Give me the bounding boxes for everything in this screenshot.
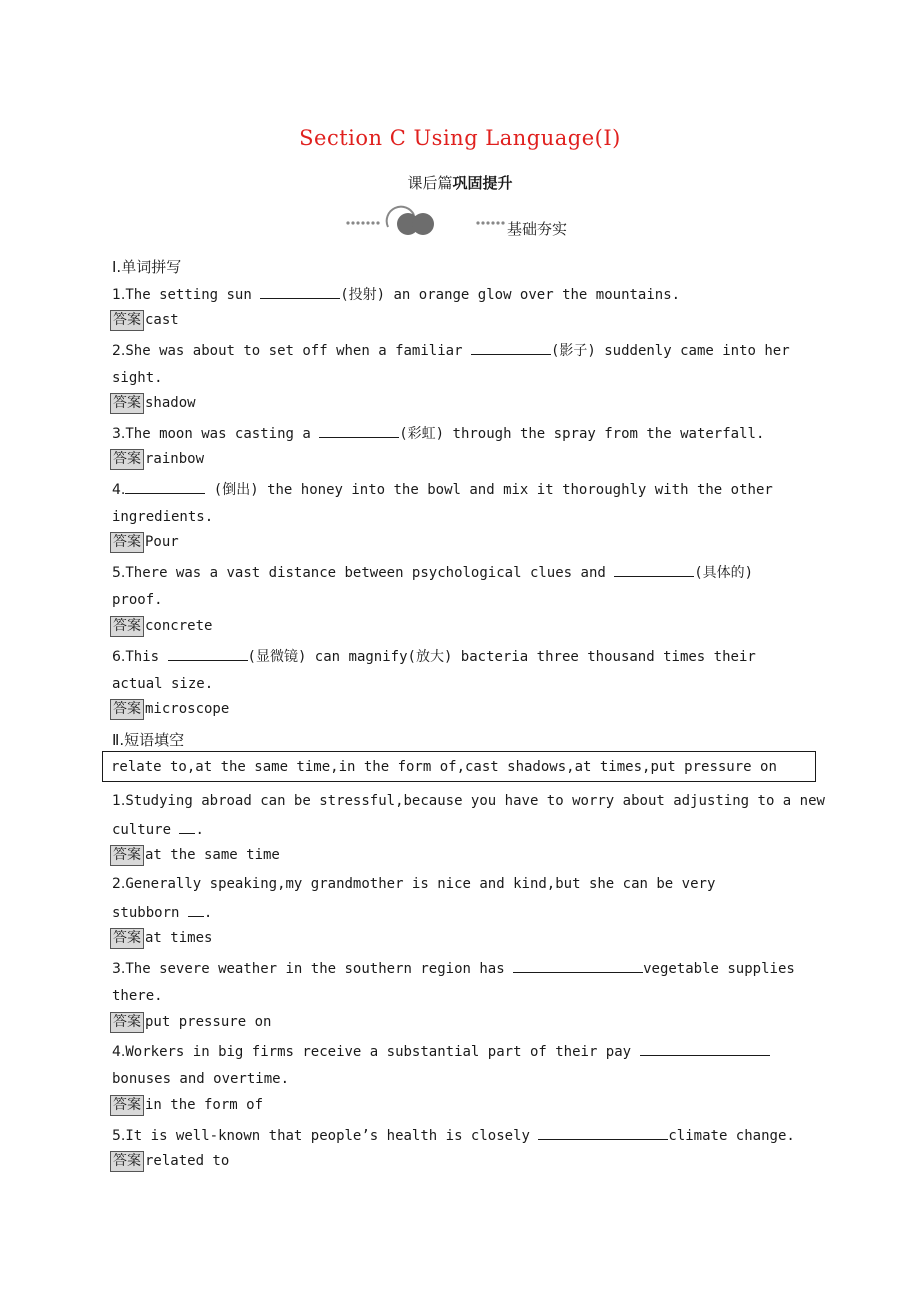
s1-q6-line2: actual size. <box>112 676 214 692</box>
s2-q2-answer <box>110 927 212 949</box>
subtitle-bold: 巩固提升 <box>452 174 513 192</box>
question-text: She was about to set off when a familiar <box>125 343 471 359</box>
page-title: Section C Using Language(Ⅰ) <box>299 126 621 150</box>
section1-heading: Ⅰ.单词拼写 <box>112 258 182 276</box>
question-text: climate change. <box>668 1128 795 1144</box>
answer-blank <box>538 1126 668 1140</box>
question-text: The moon was casting a <box>125 426 320 442</box>
answer-text: shadow <box>145 395 196 411</box>
s2-q5-line1 <box>112 1126 795 1145</box>
answer-blank <box>179 820 195 834</box>
answer-blank <box>260 285 340 299</box>
question-text: The severe weather in the southern region has <box>125 961 514 977</box>
answer-text: at times <box>145 930 213 946</box>
question-text: (彩虹) through the spray from the waterfall. <box>399 426 765 442</box>
phrase-bank-box <box>102 751 816 782</box>
question-text: (显微镜) can magnify(放大) bacteria three thousand times their <box>247 649 756 665</box>
section2-heading: Ⅱ.短语填空 <box>112 731 185 749</box>
s1-q2-line2: sight. <box>112 370 163 386</box>
question-text: Workers in big firms receive a substantial part of their pay <box>125 1044 640 1060</box>
question-number: 3. <box>112 426 126 442</box>
question-number: 5. <box>112 1128 126 1144</box>
answer-tag: 答案 <box>110 1095 144 1116</box>
answer-tag: 答案 <box>110 845 144 866</box>
question-number: 3. <box>112 961 126 977</box>
answer-blank <box>614 563 694 577</box>
question-number: 4. <box>112 1044 126 1060</box>
s2-q3-line2: there. <box>112 988 163 1004</box>
question-number: 5. <box>112 565 126 581</box>
s2-q5-answer <box>110 1150 229 1172</box>
s2-q3-answer <box>110 1011 271 1033</box>
s2-q1-line1 <box>112 792 825 810</box>
s1-q1-answer <box>110 309 179 331</box>
answer-tag: 答案 <box>110 310 144 331</box>
s1-q1-line1 <box>112 285 680 304</box>
question-text: Generally speaking,my grandmother is nice and kind,but she can be very <box>125 876 716 892</box>
s1-q2-answer <box>110 392 196 414</box>
s1-q4-line2: ingredients. <box>112 509 214 525</box>
question-text: (具体的) <box>694 565 754 581</box>
question-text: . <box>195 822 204 838</box>
answer-tag: 答案 <box>110 699 144 720</box>
s2-q4-answer <box>110 1094 263 1116</box>
answer-text: cast <box>145 312 179 328</box>
answer-text: put pressure on <box>145 1014 272 1030</box>
s1-q5-line1 <box>112 563 753 582</box>
question-text: (影子) suddenly came into her <box>550 343 790 359</box>
question-text: (倒出) the honey into the bowl and mix it thoroughly with the other <box>205 482 773 498</box>
s2-q3-line1 <box>112 959 795 978</box>
question-number: 1. <box>112 793 126 809</box>
answer-blank <box>471 341 551 355</box>
answer-text: rainbow <box>145 451 205 467</box>
question-text: (投射) an orange glow over the mountains. <box>340 287 681 303</box>
question-text: It is well-known that people’s health is closely <box>125 1128 539 1144</box>
answer-blank <box>168 647 248 661</box>
answer-blank <box>640 1042 770 1056</box>
question-text: stubborn <box>112 905 188 921</box>
s1-q4-answer <box>110 531 179 553</box>
question-text: Studying abroad can be stressful,because you have to worry about adjusting to a new <box>125 793 825 809</box>
question-number: 2. <box>112 876 126 892</box>
s2-q2-line1 <box>112 875 715 893</box>
s1-q6-answer <box>110 698 229 720</box>
question-number: 2. <box>112 343 126 359</box>
answer-tag: 答案 <box>110 449 144 470</box>
answer-tag: 答案 <box>110 616 144 637</box>
question-number: 1. <box>112 287 126 303</box>
s2-q1-answer <box>110 844 280 866</box>
subtitle-prefix: 课后篇 <box>407 174 453 192</box>
question-text: . <box>203 905 213 921</box>
answer-text: in the form of <box>145 1097 264 1113</box>
question-text: vegetable supplies <box>643 961 795 977</box>
question-text: culture <box>112 822 180 838</box>
answer-tag: 答案 <box>110 393 144 414</box>
s1-q5-answer <box>110 615 212 637</box>
answer-blank <box>319 424 399 438</box>
s1-q6-line1 <box>112 647 756 666</box>
s1-q2-line1 <box>112 341 790 360</box>
answer-blank <box>188 903 204 917</box>
s2-q2-line2 <box>112 903 212 922</box>
answer-text: concrete <box>145 618 213 634</box>
page-subtitle <box>0 172 920 193</box>
answer-tag: 答案 <box>110 1012 144 1033</box>
answer-tag: 答案 <box>110 1151 144 1172</box>
question-text: This <box>125 649 168 665</box>
s1-q3-line1 <box>112 424 764 443</box>
s2-q1-line2 <box>112 820 204 839</box>
answer-text: related to <box>145 1153 230 1169</box>
s2-q4-line2: bonuses and overtime. <box>112 1071 290 1087</box>
answer-text: microscope <box>145 701 230 717</box>
banner-label: 基础夯实 <box>507 220 568 238</box>
s1-q4-line1 <box>112 480 773 499</box>
s1-q5-line2: proof. <box>112 592 163 608</box>
answer-blank <box>125 480 205 494</box>
s1-q3-answer <box>110 448 204 470</box>
answer-tag: 答案 <box>110 928 144 949</box>
question-number: 4. <box>112 482 126 498</box>
phrase-bank-text: relate to,at the same time,in the form of,cast shadows,at times,put pressure on <box>111 759 777 775</box>
answer-blank <box>513 959 643 973</box>
answer-text: Pour <box>145 534 179 550</box>
answer-text: at the same time <box>145 847 280 863</box>
question-text: The setting sun <box>125 287 261 303</box>
question-number: 6. <box>112 649 126 665</box>
answer-tag: 答案 <box>110 532 144 553</box>
question-text: There was a vast distance between psychological clues and <box>125 565 615 581</box>
s2-q4-line1 <box>112 1042 770 1061</box>
